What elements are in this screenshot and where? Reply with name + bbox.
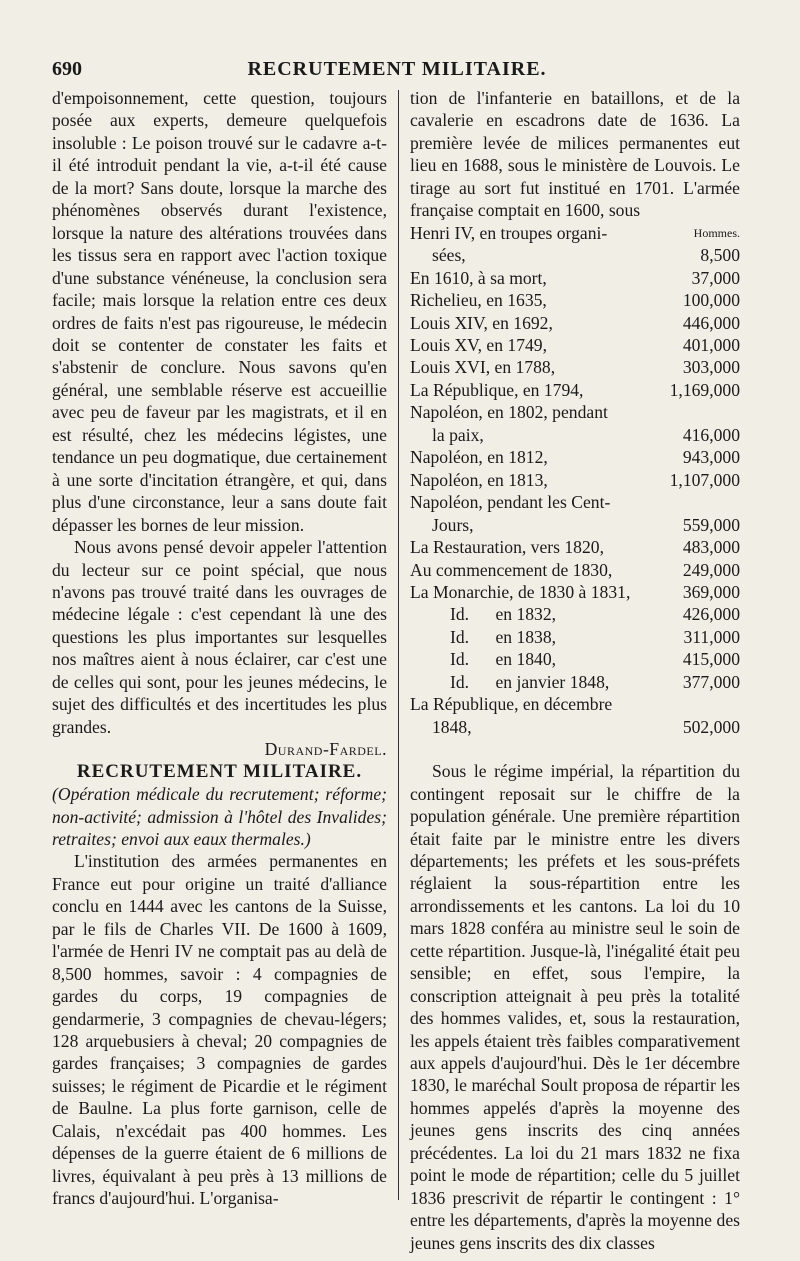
table-row [410, 312, 740, 334]
table-row [410, 356, 740, 378]
paragraph: tion de l'infanterie en bataillons, et de la cavalerie en escadrons date de 1636. La première levée de milices permanentes eut lieu en 1688, sous le ministère de Louvois. Le tirage au sort fut institué en 1701. L'armée française comptait en 1600, sous [410, 88, 740, 221]
table-row [410, 401, 740, 423]
table-row [410, 559, 740, 581]
table-row [410, 716, 740, 738]
table-row [410, 626, 740, 648]
table-row [410, 267, 740, 289]
table-row [410, 536, 740, 558]
table-row [410, 491, 740, 513]
table-cell-value: 8,500 [700, 245, 740, 266]
paragraph: d'empoisonnement, cette question, toujours posée aux experts, demeure quelquefois insoluble : Le poison trouvé sur le cadavre a-t-il été introduit pendant la vie, a-t-il été cause de la mort? Sans doute, lorsque la marche des phénomènes observés durant l'existence, lorsque la nature des altérations trouvées dans les tissus sera en rapport avec l'action toxique d'une substance vénéneuse, la conclusion sera facile; mais lorsque la relation entre ces deux ordres de faits n'est pas rigoureuse, le médecin doit se contenter de constater les faits et s'abstenir de conclure. Nous savons qu'en général, une semblable réserve est accueillie avec peu de faveur par les magistrats, et il en est résulté, chez les médecins légistes, une tendance un peu dogmatique, due certainement à une sorte d'incitation étrangère, et qui, dans plus d'une circonstance, leur a sans doute fait dépasser les bornes de leur mission. [52, 88, 387, 535]
table-cell-value: 426,000 [682, 604, 740, 625]
paragraph: Sous le régime impérial, la répartition du contingent reposait sur le chiffre de la population générale. Une première répartition était faite par le ministre entre les divers départements; les préfets et les sous-préfets réglaient la sous-répartition entre les arrondissements et les cantons. La loi du 10 mars 1828 conféra au ministre seul le soin de cette répartition. Jusque-là, l'inégalité était peu sensible; en effet, sous l'empire, la conscription atteignait à peu près la totalité des hommes valides, et, sous la restauration, les appels étaient très faibles comparativement aux appels d'aujourd'hui. Dès le 1er décembre 1830, le maréchal Soult proposa de répartir les hommes appelés d'après la moyenne des jeunes gens inscrits des cinq années précédentes. La loi du 21 mars 1832 ne fixa point le mode de répartition; celle du 5 juillet 1836 prescrivit de répartir le contingent : 1° entre les départements, d'après la moyenne des jeunes gens inscrits des dix classes [410, 761, 740, 1253]
table-cell-label: La Restauration, vers 1820, [410, 537, 604, 558]
table-cell-value: 483,000 [682, 537, 740, 558]
table-row [410, 693, 740, 715]
army-size-table [410, 222, 740, 738]
table-cell-label: Napoléon, pendant les Cent- [410, 492, 611, 513]
table-cell-label: Louis XVI, en 1788, [410, 357, 556, 378]
table-cell-label: la paix, [432, 424, 484, 445]
table-row [410, 244, 740, 266]
signature-line [52, 738, 387, 760]
column-rule [398, 90, 399, 1200]
spacer [410, 738, 740, 760]
table-cell-label: Napoléon, en 1802, pendant [410, 402, 608, 423]
table-cell-label: Id. en 1838, [450, 626, 557, 647]
table-cell-value: 502,000 [682, 716, 740, 737]
table-cell-label: Napoléon, en 1813, [410, 469, 548, 490]
table-cell-label: 1848, [432, 716, 472, 737]
table-row [410, 379, 740, 401]
table-row [410, 334, 740, 356]
table-cell-label: Richelieu, en 1635, [410, 290, 547, 311]
table-row [410, 424, 740, 446]
table-row [410, 603, 740, 625]
table-cell-value [660, 693, 740, 715]
table-row [410, 469, 740, 491]
table-row [410, 648, 740, 670]
table-cell-value: 303,000 [682, 357, 740, 378]
section-subtitle: (Opération médicale du recrutement; réforme; non-activité; admission à l'hôtel des Invalides; retraites; envoi aux eaux thermales.) [52, 784, 387, 849]
table-row [410, 289, 740, 311]
table-cell-label: La République, en 1794, [410, 379, 584, 400]
table-row [410, 671, 740, 693]
table-cell-value: 100,000 [682, 290, 740, 311]
table-cell-label: Jours, [432, 514, 474, 535]
table-cell-value: 446,000 [682, 312, 740, 333]
table-cell-label: Au commencement de 1830, [410, 559, 613, 580]
page-header [52, 58, 742, 84]
table-cell-label: Napoléon, en 1812, [410, 447, 548, 468]
table-row [410, 446, 740, 468]
table-cell-value: 37,000 [691, 267, 740, 288]
table-cell-value: 369,000 [682, 581, 740, 602]
table-cell-label: Henri IV, en troupes organi- [410, 222, 608, 243]
author-signature: Durand-Fardel. [264, 739, 387, 760]
section-title: RECRUTEMENT MILITAIRE. [76, 760, 363, 782]
table-cell-value: 249,000 [682, 559, 740, 580]
table-cell-value: 415,000 [682, 649, 740, 670]
table-cell-label: sées, [432, 245, 466, 266]
table-cell-label: Id. en janvier 1848, [450, 671, 610, 692]
paragraph: Nous avons pensé devoir appeler l'attention du lecteur sur ce point spécial, que nous n'avons pas trouvé traité dans les ouvrages de médecine légale : c'est cependant là une des questions les plus importantes sur lesquelles nos maîtres aient à nous éclairer, car c'est une de celles qui sont, pour les jeunes médecins, le sujet des difficultés et des incertitudes les plus grandes. [52, 537, 387, 737]
table-cell-value [660, 491, 740, 513]
table-row [410, 222, 740, 244]
left-column [52, 87, 387, 1210]
page-number: 690 [52, 58, 82, 80]
table-cell-value: 559,000 [682, 514, 740, 535]
table-cell-label: Id. en 1840, [450, 649, 557, 670]
table-cell-value: 943,000 [682, 447, 740, 468]
table-cell-label: Louis XIV, en 1692, [410, 312, 553, 333]
table-cell-label: La Monarchie, de 1830 à 1831, [410, 581, 631, 602]
table-cell-label: Louis XV, en 1749, [410, 334, 548, 355]
table-cell-value: 377,000 [682, 671, 740, 692]
paragraph: L'institution des armées permanentes en France eut pour origine un traité d'alliance conclu en 1444 avec les cantons de la Suisse, par le fils de Charles VII. De 1600 à 1609, l'armée de Henri IV ne comptait pas au delà de 8,500 hommes, savoir : 4 compagnies de gardes du corps, 19 compagnies de gendarmerie, 3 compagnies de chevau-légers; 128 arquebusiers à cheval; 20 compagnies de gardes françaises; 3 compagnies de gardes suisses; le régiment de Picardie et le régiment de Baulne. La plus forte garnison, celle de Calais, n'excédait pas 400 hommes. Les dépenses de la guerre étaient de 6 millions de livres, équivalant à peu près à 13 millions de francs d'aujourd'hui. L'organisa- [52, 851, 387, 1209]
table-cell-label: La République, en décembre [410, 694, 613, 715]
units-label: Hommes. [693, 225, 740, 240]
table-cell-label: Id. en 1832, [450, 604, 557, 625]
running-head: RECRUTEMENT MILITAIRE. [247, 58, 547, 80]
right-column [410, 87, 740, 1254]
table-cell-value: 416,000 [682, 424, 740, 445]
table-cell-value: 1,169,000 [669, 379, 740, 400]
table-cell-value: 401,000 [682, 334, 740, 355]
table-row [410, 581, 740, 603]
table-row [410, 514, 740, 536]
table-cell-value: 311,000 [683, 626, 740, 647]
table-cell-value [660, 401, 740, 423]
table-cell-value: 1,107,000 [669, 469, 740, 490]
table-cell-label: En 1610, à sa mort, [410, 267, 547, 288]
